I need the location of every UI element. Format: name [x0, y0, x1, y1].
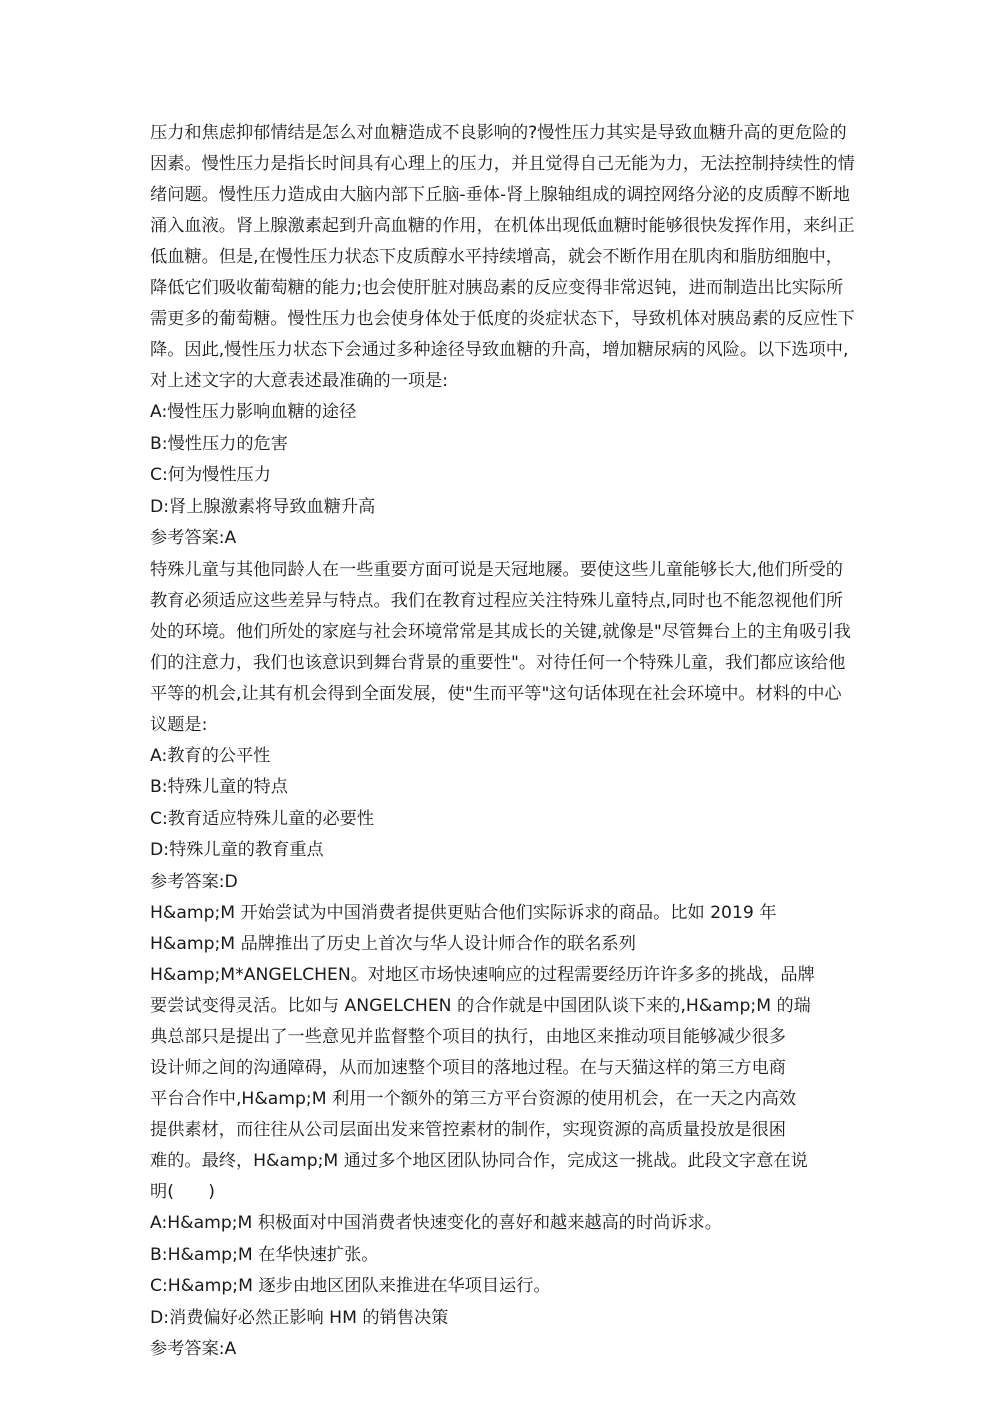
stem-line: H&amp;M*ANGELCHEN。对地区市场快速响应的过程需要经历许许多多的挑战，品牌 [150, 965, 815, 985]
option-a: A:H&amp;M 积极面对中国消费者快速变化的喜好和越来越高的时尚诉求。 [150, 1213, 722, 1233]
option-d: D:肾上腺激素将导致血糖升高 [150, 496, 376, 517]
stem-line: 要尝试变得灵活。比如与 ANGELCHEN 的合作就是中国团队谈下来的,H&amp;M 的瑞 [150, 996, 811, 1016]
option-c: C:何为慢性压力 [150, 465, 271, 485]
stem-line: 典总部只是提出了一些意见并监督整个项目的执行，由地区来推动项目能够减少很多 [150, 1027, 786, 1047]
option-a: A:慢性压力影响血糖的途径 [150, 402, 357, 422]
stem-line: 明( ) [150, 1182, 215, 1202]
question-stem [150, 898, 855, 1208]
option-c: C:H&amp;M 逐步由地区团队来推进在华项目运行。 [150, 1276, 551, 1296]
reference-answer: 参考答案:A [150, 528, 237, 548]
option-b: B:H&amp;M 在华快速扩张。 [150, 1244, 379, 1265]
question-3 [150, 898, 855, 1366]
stem-line: H&amp;M 开始尝试为中国消费者提供更贴合他们实际诉求的商品。比如 2019 年 [150, 903, 777, 923]
question-stem: 特殊儿童与其他同龄人在一些重要方面可说是天冠地屦。要使这些儿童能够长大,他们所受的教育必须适应这些差异与特点。我们在教育过程应关注特殊儿童特点,同时也不能忽视他们所处的环境。他们所处的家庭与社会环境常常是其成长的关键,就像是"尽管舞台上的主角吸引我们的注意力，我们也该意识到舞台背景的重要性"。对待任何一个特殊儿童，我们都应该给他平等的机会,让其有机会得到全面发展，使"生而平等"这句话体现在社会环境中。材料的中心议题是: [150, 559, 851, 735]
option-b: B:慢性压力的危害 [150, 433, 288, 454]
stem-line: 提供素材，而往往从公司层面出发来管控素材的制作，实现资源的高质量投放是很困 [150, 1120, 786, 1140]
question-1 [150, 118, 855, 555]
question-stem: 压力和焦虑抑郁情结是怎么对血糖造成不良影响的?慢性压力其实是导致血糖升高的更危险的因素。慢性压力是指长时间具有心理上的压力，并且觉得自己无能为力，无法控制持续性的情绪问题。慢性压力造成由大脑内部下丘脑-垂体-肾上腺轴组成的调控网络分泌的皮质醇不断地涌入血液。肾上腺激素起到升高血糖的作用，在机体出现低血糖时能够很快发挥作用，来纠正低血糖。但是,在慢性压力状态下皮质醇水平持续增高，就会不断作用在肌肉和脂肪细胞中，降低它们吸收葡萄糖的能力;也会使肝脏对胰岛素的反应变得非常迟钝，进而制造出比实际所需更多的葡萄糖。慢性压力也会使身体处于低度的炎症状态下，导致机体对胰岛素的反应性下降。因此,慢性压力状态下会通过多种途径导致血糖的升高，增加糖尿病的风险。以下选项中,对上述文字的大意表述最准确的一项是: [150, 123, 855, 391]
document-page [150, 118, 855, 1366]
stem-line: H&amp;M 品牌推出了历史上首次与华人设计师合作的联名系列 [150, 934, 636, 954]
option-a: A:教育的公平性 [150, 745, 271, 766]
stem-line: 设计师之间的沟通障碍，从而加速整个项目的落地过程。在与天猫这样的第三方电商 [150, 1058, 786, 1078]
reference-answer: 参考答案:A [150, 1339, 237, 1359]
option-d: D:消费偏好必然正影响 HM 的销售决策 [150, 1307, 449, 1328]
question-2 [150, 555, 855, 899]
option-c: C:教育适应特殊儿童的必要性 [150, 808, 375, 829]
option-d: D:特殊儿童的教育重点 [150, 840, 324, 860]
stem-line: 难的。最终，H&amp;M 通过多个地区团队协同合作，完成这一挑战。此段文字意在说 [150, 1151, 808, 1171]
stem-line: 平台合作中,H&amp;M 利用一个额外的第三方平台资源的使用机会，在一天之内高效 [150, 1089, 797, 1109]
reference-answer: 参考答案:D [150, 871, 238, 892]
option-b: B:特殊儿童的特点 [150, 777, 288, 797]
